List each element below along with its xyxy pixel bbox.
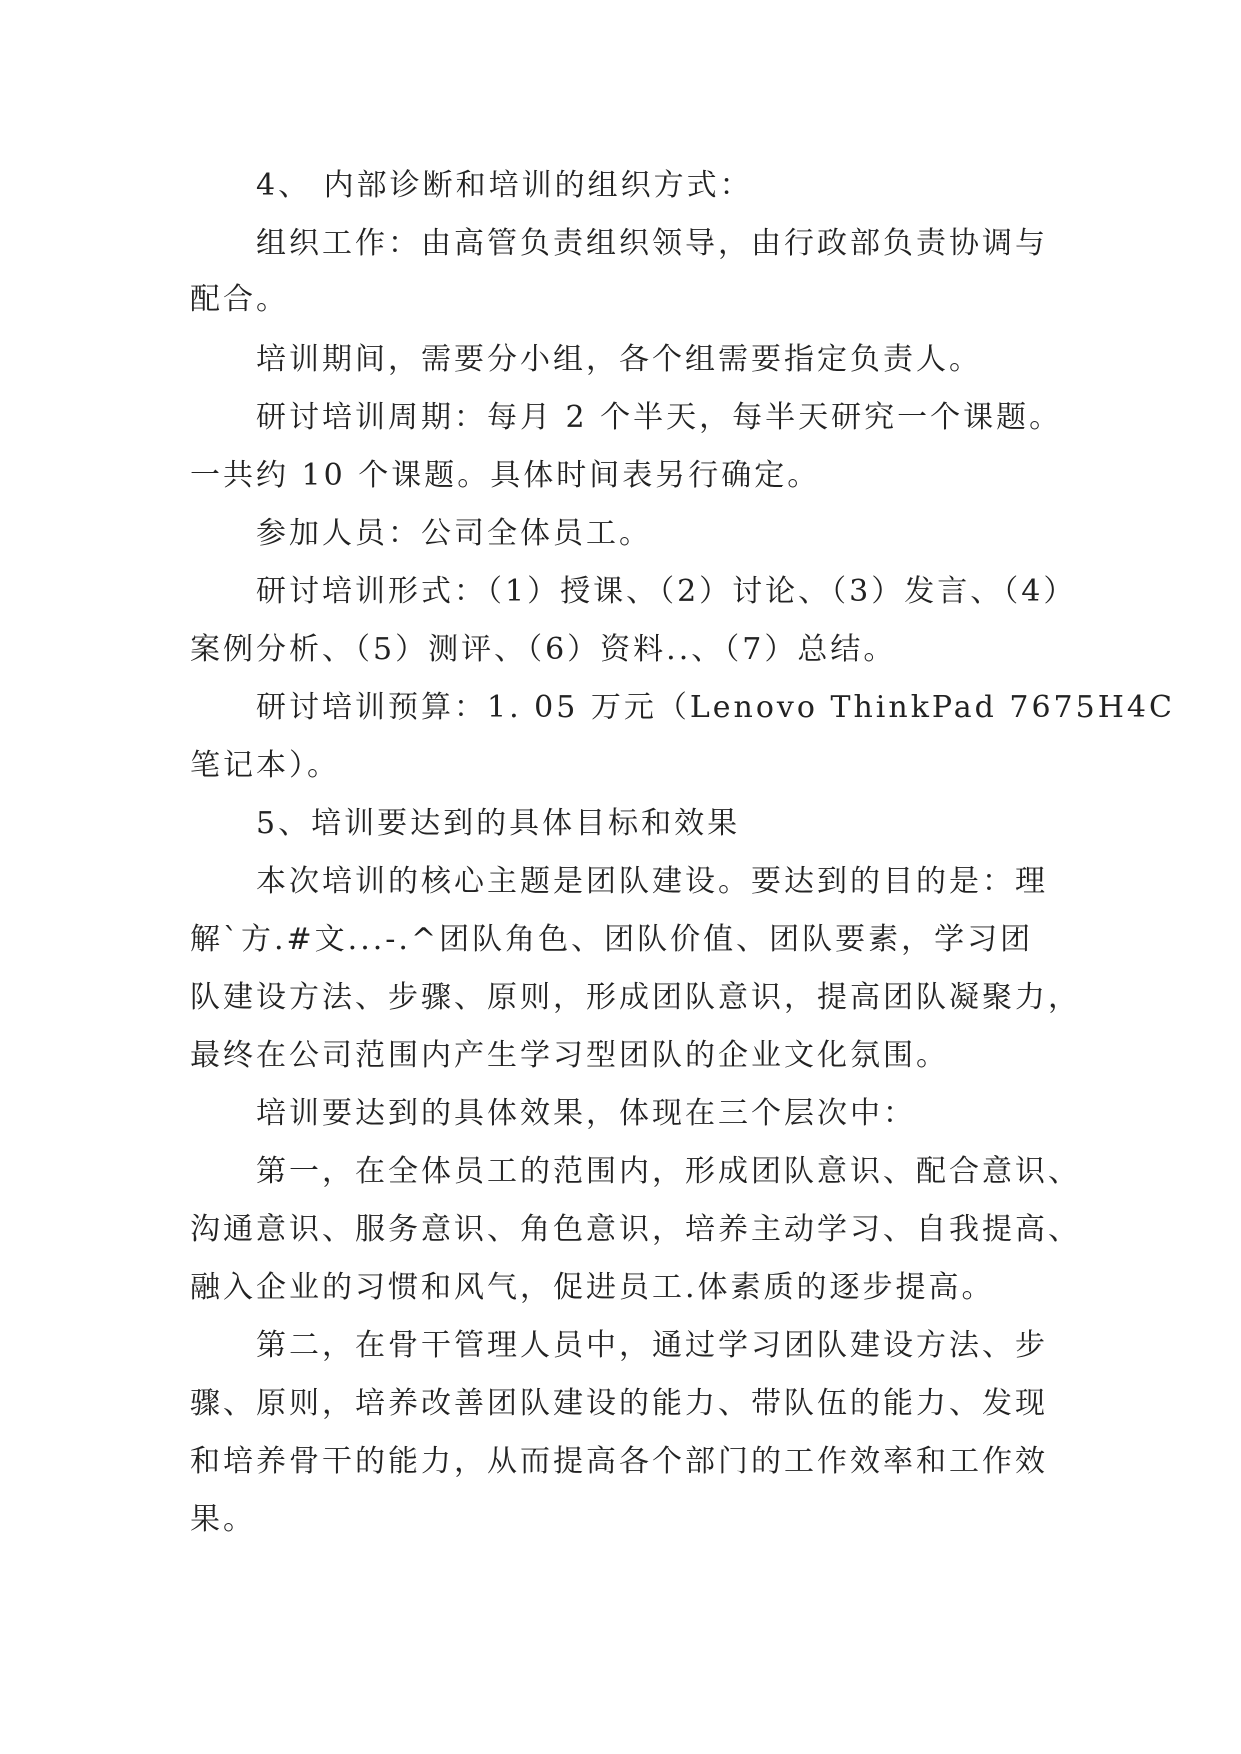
paragraph-line: 融入企业的习惯和风气，促进员工.体素质的逐步提高。 (190, 1270, 995, 1305)
paragraph-line: 研讨培训形式：（1）授课、（2）讨论、（3）发言、（4） (256, 574, 1077, 609)
paragraph-line: 和培养骨干的能力，从而提高各个部门的工作效率和工作效 (190, 1444, 1048, 1479)
paragraph-line: 沟通意识、服务意识、角色意识，培养主动学习、自我提高、 (190, 1212, 1081, 1247)
paragraph-line: 骤、原则，培养改善团队建设的能力、带队伍的能力、发现 (190, 1386, 1048, 1421)
paragraph-line: 一共约 10 个课题。具体时间表另行确定。 (190, 458, 821, 493)
section-5-heading: 5、培训要达到的具体目标和效果 (256, 806, 741, 841)
paragraph-line: 组织工作：由高管负责组织领导，由行政部负责协调与 (256, 226, 1048, 261)
paragraph-line: 案例分析、（5）测评、（6）资料..、（7）总结。 (190, 632, 897, 667)
paragraph-line: 研讨培训预算：1. 05 万元（Lenovo ThinkPad 7675H4C (256, 690, 1175, 725)
paragraph-line: 解`方.#文...-.^团队角色、团队价值、团队要素，学习团 (190, 922, 1034, 957)
paragraph-line: 培训期间，需要分小组，各个组需要指定负责人。 (256, 342, 982, 377)
paragraph-line: 队建设方法、步骤、原则，形成团队意识，提高团队凝聚力， (190, 980, 1081, 1015)
paragraph-line: 研讨培训周期：每月 2 个半天，每半天研究一个课题。 (256, 400, 1063, 435)
paragraph-line: 第二，在骨干管理人员中，通过学习团队建设方法、步 (256, 1328, 1048, 1363)
paragraph-line: 参加人员：公司全体员工。 (256, 516, 652, 551)
paragraph-line: 配合。 (190, 282, 289, 317)
paragraph-line: 最终在公司范围内产生学习型团队的企业文化氛围。 (190, 1038, 949, 1073)
paragraph-line: 果。 (190, 1502, 256, 1537)
paragraph-line: 培训要达到的具体效果，体现在三个层次中： (256, 1096, 916, 1131)
paragraph-line: 笔记本）。 (190, 748, 340, 783)
paragraph-line: 本次培训的核心主题是团队建设。要达到的目的是：理 (256, 864, 1048, 899)
paragraph-line: 第一，在全体员工的范围内，形成团队意识、配合意识、 (256, 1154, 1081, 1189)
section-4-heading: 4、 内部诊断和培训的组织方式： (256, 168, 753, 203)
